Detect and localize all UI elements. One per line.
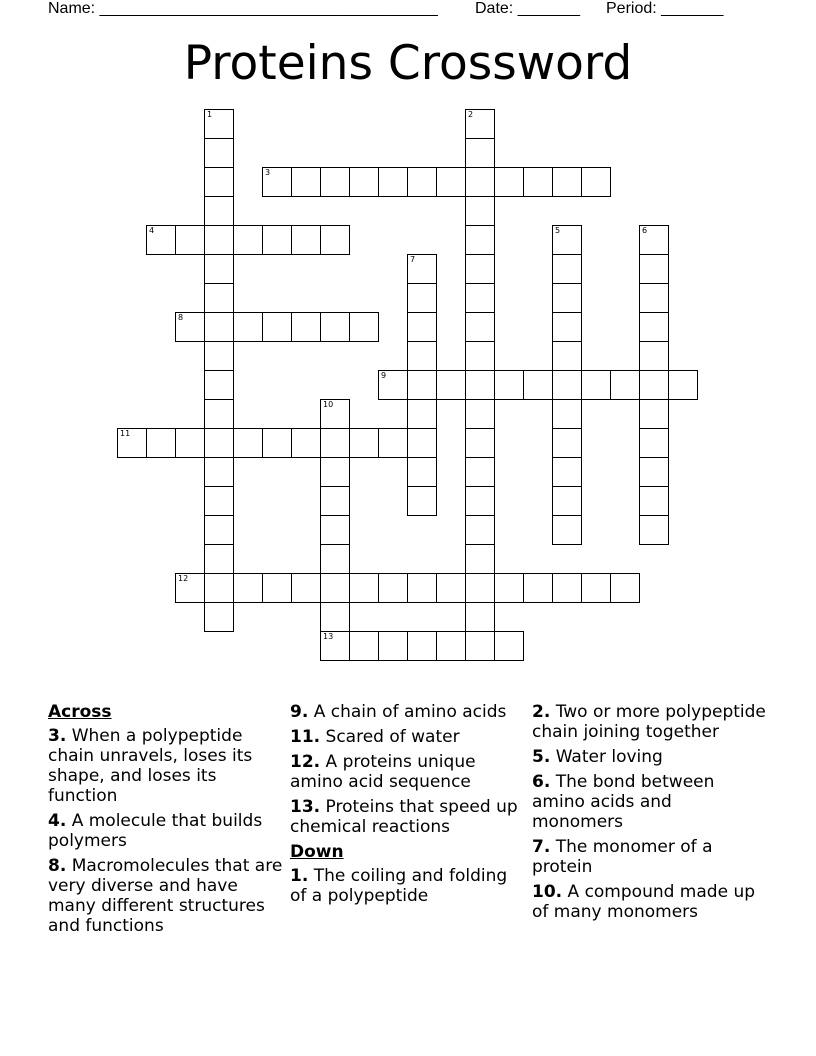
crossword-cell[interactable] <box>407 283 437 313</box>
crossword-cell[interactable] <box>204 515 234 545</box>
crossword-cell[interactable] <box>523 573 553 603</box>
crossword-cell[interactable] <box>610 370 640 400</box>
clue-text: Scared of water <box>325 727 460 747</box>
crossword-cell[interactable] <box>320 428 350 458</box>
crossword-cell[interactable] <box>262 167 292 197</box>
crossword-cell[interactable] <box>320 225 350 255</box>
clue-text: A chain of amino acids <box>313 702 507 722</box>
page-title: Proteins Crossword <box>183 36 633 91</box>
crossword-cell[interactable] <box>465 370 495 400</box>
crossword-cell[interactable] <box>552 457 582 487</box>
crossword-cell[interactable] <box>436 631 466 661</box>
crossword-cell[interactable] <box>320 573 350 603</box>
crossword-cell[interactable] <box>407 631 437 661</box>
crossword-cell[interactable] <box>552 312 582 342</box>
crossword-cell[interactable] <box>117 428 147 458</box>
date-field-label[interactable]: Date: _______ <box>475 0 580 17</box>
crossword-cell[interactable] <box>494 167 524 197</box>
clue-number-label: 2 <box>468 110 474 119</box>
clue-number: 8. <box>48 856 67 876</box>
crossword-cell[interactable] <box>204 573 234 603</box>
crossword-cell[interactable] <box>552 486 582 516</box>
clue-number-label: 8 <box>178 313 184 322</box>
crossword-cell[interactable] <box>436 167 466 197</box>
clue-number: 12. <box>290 752 321 772</box>
crossword-cell[interactable] <box>465 457 495 487</box>
crossword-cell[interactable] <box>204 283 234 313</box>
clue-number: 10. <box>532 882 563 902</box>
crossword-cell[interactable] <box>233 573 263 603</box>
crossword-cell[interactable] <box>465 544 495 574</box>
clue-text: Macromolecules that are very diverse and have many different structures and functions <box>48 856 283 936</box>
clue-number-label: 11 <box>120 429 131 438</box>
clue-across-9 <box>290 702 526 722</box>
crossword-cell[interactable] <box>291 167 321 197</box>
crossword-cell[interactable] <box>639 399 669 429</box>
clue-across-4 <box>48 811 284 851</box>
crossword-cell[interactable] <box>320 399 350 429</box>
crossword-cell[interactable] <box>320 515 350 545</box>
crossword-cell[interactable] <box>407 167 437 197</box>
crossword-cell[interactable] <box>465 225 495 255</box>
clue-number: 5. <box>532 747 551 767</box>
crossword-cell[interactable] <box>262 428 292 458</box>
crossword-cell[interactable] <box>233 312 263 342</box>
crossword-cell[interactable] <box>349 428 379 458</box>
crossword-cell[interactable] <box>407 254 437 284</box>
clue-text: The coiling and folding of a polypeptide <box>290 866 508 906</box>
crossword-cell[interactable] <box>465 631 495 661</box>
clue-down-6 <box>532 772 768 832</box>
clue-number-label: 3 <box>265 168 271 177</box>
crossword-cell[interactable] <box>465 428 495 458</box>
crossword-cell[interactable] <box>523 370 553 400</box>
clue-number: 6. <box>532 772 551 792</box>
crossword-cell[interactable] <box>465 573 495 603</box>
crossword-cell[interactable] <box>465 167 495 197</box>
crossword-cell[interactable] <box>407 370 437 400</box>
clue-number-label: 5 <box>555 226 561 235</box>
clue-text: A proteins unique amino acid sequence <box>290 752 476 792</box>
crossword-cell[interactable] <box>465 486 495 516</box>
crossword-cell[interactable] <box>320 602 350 632</box>
crossword-cell[interactable] <box>204 109 234 139</box>
clue-down-10 <box>532 882 768 922</box>
crossword-cell[interactable] <box>320 312 350 342</box>
crossword-cell[interactable] <box>320 631 350 661</box>
crossword-cell[interactable] <box>407 573 437 603</box>
clue-column-2 <box>290 702 526 911</box>
crossword-cell[interactable] <box>233 428 263 458</box>
clue-number-label: 4 <box>149 226 155 235</box>
crossword-cell[interactable] <box>639 370 669 400</box>
clue-text: The bond between amino acids and monomers <box>532 772 715 832</box>
crossword-cell[interactable] <box>552 515 582 545</box>
clue-number-label: 10 <box>323 400 334 409</box>
crossword-cell[interactable] <box>639 283 669 313</box>
crossword-cell[interactable] <box>552 225 582 255</box>
crossword-cell[interactable] <box>204 254 234 284</box>
crossword-cell[interactable] <box>552 370 582 400</box>
crossword-cell[interactable] <box>581 573 611 603</box>
crossword-cell[interactable] <box>494 631 524 661</box>
crossword-cell[interactable] <box>407 399 437 429</box>
clue-text: A compound made up of many monomers <box>532 882 756 922</box>
crossword-cell[interactable] <box>494 370 524 400</box>
crossword-cell[interactable] <box>378 631 408 661</box>
crossword-cell[interactable] <box>233 225 263 255</box>
crossword-cell[interactable] <box>175 312 205 342</box>
clue-number-label: 1 <box>207 110 213 119</box>
crossword-cell[interactable] <box>465 196 495 226</box>
crossword-cell[interactable] <box>146 225 176 255</box>
clue-number: 7. <box>532 837 551 857</box>
crossword-cell[interactable] <box>320 457 350 487</box>
crossword-cell[interactable] <box>204 399 234 429</box>
clue-across-12 <box>290 752 526 792</box>
clue-number-label: 9 <box>381 371 387 380</box>
crossword-cell[interactable] <box>175 573 205 603</box>
crossword-cell[interactable] <box>465 515 495 545</box>
crossword-cell[interactable] <box>494 573 524 603</box>
crossword-cell[interactable] <box>436 573 466 603</box>
crossword-cell[interactable] <box>204 602 234 632</box>
clue-number: 2. <box>532 702 551 722</box>
crossword-cell[interactable] <box>204 341 234 371</box>
crossword-cell[interactable] <box>552 573 582 603</box>
crossword-cell[interactable] <box>465 109 495 139</box>
crossword-cell[interactable] <box>436 370 466 400</box>
crossword-cell[interactable] <box>262 573 292 603</box>
crossword-cell[interactable] <box>552 254 582 284</box>
period-field-label[interactable]: Period: _______ <box>606 0 724 17</box>
crossword-cell[interactable] <box>291 428 321 458</box>
crossword-cell[interactable] <box>175 225 205 255</box>
clue-number-label: 13 <box>323 632 334 641</box>
crossword-cell[interactable] <box>204 370 234 400</box>
crossword-cell[interactable] <box>320 167 350 197</box>
crossword-cell[interactable] <box>407 341 437 371</box>
clue-down-5 <box>532 747 768 767</box>
crossword-cell[interactable] <box>407 312 437 342</box>
crossword-cell[interactable] <box>552 428 582 458</box>
crossword-cell[interactable] <box>407 428 437 458</box>
clue-down-7 <box>532 837 768 877</box>
crossword-cell[interactable] <box>204 428 234 458</box>
crossword-cell[interactable] <box>146 428 176 458</box>
crossword-cell[interactable] <box>581 167 611 197</box>
clue-down-2 <box>532 702 768 742</box>
crossword-cell[interactable] <box>291 225 321 255</box>
crossword-cell[interactable] <box>639 457 669 487</box>
clue-across-8 <box>48 856 284 936</box>
clue-number-label: 12 <box>178 574 189 583</box>
crossword-cell[interactable] <box>291 573 321 603</box>
crossword-cell[interactable] <box>639 341 669 371</box>
crossword-cell[interactable] <box>639 225 669 255</box>
crossword-cell[interactable] <box>552 399 582 429</box>
clue-number: 3. <box>48 726 67 746</box>
clue-number-label: 7 <box>410 255 416 264</box>
crossword-cell[interactable] <box>552 341 582 371</box>
crossword-cell[interactable] <box>639 312 669 342</box>
crossword-cell[interactable] <box>349 573 379 603</box>
crossword-cell[interactable] <box>204 486 234 516</box>
clue-column-3 <box>532 702 768 927</box>
crossword-cell[interactable] <box>320 486 350 516</box>
crossword-cell[interactable] <box>262 225 292 255</box>
crossword-cell[interactable] <box>175 428 205 458</box>
down-heading: Down <box>290 842 344 862</box>
crossword-cell[interactable] <box>204 544 234 574</box>
crossword-cell[interactable] <box>204 167 234 197</box>
crossword-cell[interactable] <box>407 457 437 487</box>
crossword-cell[interactable] <box>349 312 379 342</box>
clue-text: When a polypeptide chain unravels, loses its shape, and loses its function <box>48 726 253 806</box>
crossword-cell[interactable] <box>349 631 379 661</box>
clue-text: A molecule that builds polymers <box>48 811 263 851</box>
across-heading: Across <box>48 702 112 722</box>
clue-text: The monomer of a protein <box>532 837 713 877</box>
crossword-cell[interactable] <box>465 399 495 429</box>
crossword-cell[interactable] <box>204 225 234 255</box>
clue-across-3 <box>48 726 284 806</box>
name-field-label[interactable]: Name: ______________________________________ <box>48 0 438 17</box>
crossword-cell[interactable] <box>552 283 582 313</box>
crossword-cell[interactable] <box>378 167 408 197</box>
crossword-cell[interactable] <box>262 312 292 342</box>
crossword-cell[interactable] <box>204 196 234 226</box>
crossword-cell[interactable] <box>407 486 437 516</box>
crossword-cell[interactable] <box>639 428 669 458</box>
clue-text: Water loving <box>555 747 663 767</box>
crossword-cell[interactable] <box>465 341 495 371</box>
crossword-cell[interactable] <box>204 312 234 342</box>
crossword-cell[interactable] <box>465 254 495 284</box>
crossword-cell[interactable] <box>320 544 350 574</box>
crossword-cell[interactable] <box>552 167 582 197</box>
crossword-cell[interactable] <box>465 602 495 632</box>
clue-number: 11. <box>290 727 321 747</box>
crossword-cell[interactable] <box>349 167 379 197</box>
clue-number: 9. <box>290 702 309 722</box>
crossword-cell[interactable] <box>204 138 234 168</box>
crossword-cell[interactable] <box>639 254 669 284</box>
clue-across-11 <box>290 727 526 747</box>
clue-number: 4. <box>48 811 67 831</box>
crossword-cell[interactable] <box>639 515 669 545</box>
crossword-cell[interactable] <box>465 283 495 313</box>
clue-text: Two or more polypeptide chain joining together <box>532 702 766 742</box>
crossword-cell[interactable] <box>581 370 611 400</box>
clue-across-13 <box>290 797 526 837</box>
clue-text: Proteins that speed up chemical reactions <box>290 797 518 837</box>
clue-number-label: 6 <box>642 226 648 235</box>
crossword-cell[interactable] <box>465 312 495 342</box>
clue-number: 13. <box>290 797 321 817</box>
crossword-cell[interactable] <box>378 573 408 603</box>
crossword-cell[interactable] <box>204 457 234 487</box>
crossword-cell[interactable] <box>523 167 553 197</box>
crossword-cell[interactable] <box>291 312 321 342</box>
clue-column-1 <box>48 702 284 941</box>
crossword-cell[interactable] <box>639 486 669 516</box>
crossword-cell[interactable] <box>378 428 408 458</box>
clue-number: 1. <box>290 866 309 886</box>
clue-down-1 <box>290 866 526 906</box>
crossword-cell[interactable] <box>610 573 640 603</box>
crossword-cell[interactable] <box>378 370 408 400</box>
crossword-cell[interactable] <box>668 370 698 400</box>
crossword-cell[interactable] <box>465 138 495 168</box>
